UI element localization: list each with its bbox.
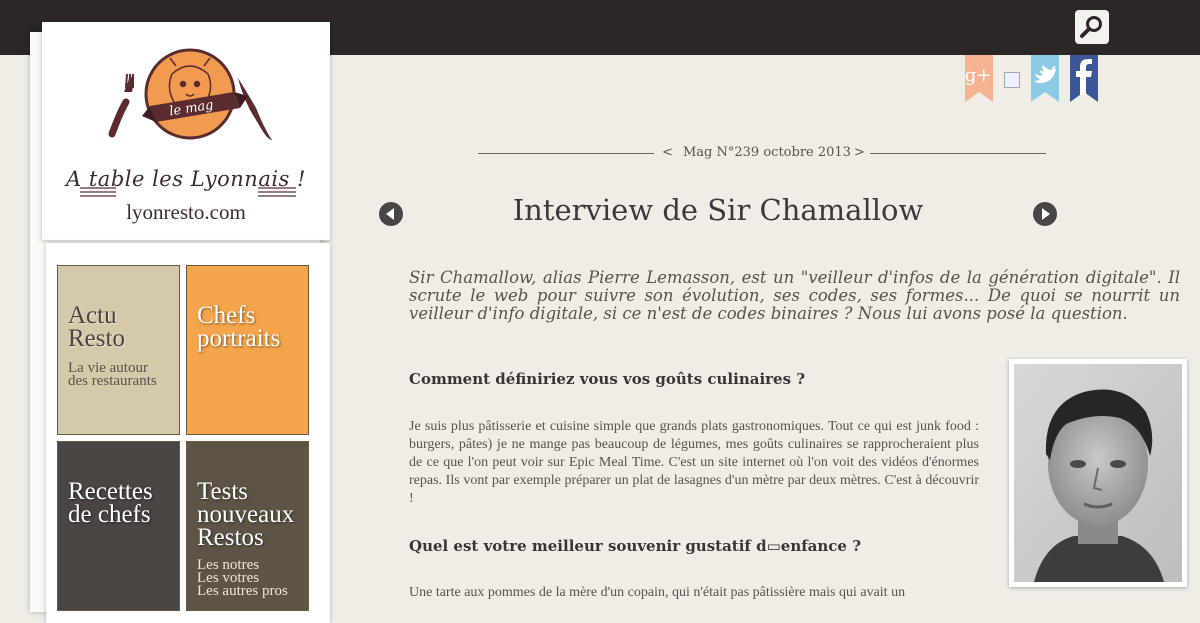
- tile-title: Recettes de chefs: [68, 478, 153, 528]
- mag-nav: [650, 145, 874, 163]
- logo-site-name: lyonresto.com: [126, 200, 246, 224]
- interviewee-photo: [1009, 359, 1187, 587]
- mag-issue-label: Mag N°239 octobre 2013: [683, 145, 851, 160]
- badge-text: le mag: [168, 97, 215, 120]
- question-1: Comment définiriez vous vos goûts culinaires ?: [409, 370, 806, 388]
- tile-tests-nouveaux-restos[interactable]: [186, 441, 309, 611]
- arrow-left-icon: [379, 202, 403, 226]
- prev-article-button[interactable]: [379, 202, 403, 226]
- tile-recettes-de-chefs[interactable]: [57, 441, 180, 611]
- article-intro: Sir Chamallow, alias Pierre Lemasson, est un "veilleur d'infos de la génération digitale". Il scrute le web pour suivre son évolution, ses codes, ses formes... De quoi se nourrit un veilleur d'info digitale, si ce n'est de codes binaires ? Nous lui avons posé la question.: [409, 268, 1180, 323]
- broken-image-icon[interactable]: [1004, 72, 1020, 88]
- mag-prev-link[interactable]: <: [662, 145, 673, 160]
- tile-actu-resto[interactable]: [57, 265, 180, 435]
- tile-title: Chefs portraits: [197, 302, 281, 352]
- portrait-photo: [1014, 364, 1182, 582]
- twitter-button[interactable]: [1031, 55, 1059, 102]
- mag-rule-left: [478, 153, 654, 154]
- question-2: Quel est votre meilleur souvenir gustatif d▭enfance ?: [409, 537, 861, 555]
- arrow-right-icon: [1033, 202, 1057, 226]
- answer-1: Je suis plus pâtisserie et cuisine simple que grands plats gastronomiques. Tout ce qui est junk food : burgers, pâtes) je ne mange pas beaucoup de légumes, mes goûts culinaires se rapprocheraient plus de ce que l'on peut voir sur Epic Meal Time. C'est un site internet où l'on voit des vidéos d'énormes repas. Ils vont par exemple préparer un plat de lasagnes d'un mètre par deux mètres. C'est à découvrir !: [409, 419, 979, 506]
- knife-icon: [238, 78, 272, 140]
- logo-card[interactable]: [42, 22, 330, 240]
- logo-tagline: A table les Lyonnais !: [66, 167, 306, 191]
- answer-2: Une tarte aux pommes de la mère d'un copain, qui n'était pas pâtissière mais qui avait un: [409, 585, 906, 600]
- fork-icon: [112, 74, 134, 134]
- article-title: Interview de Sir Chamallow: [512, 193, 924, 227]
- mag-rule-right: [870, 153, 1046, 154]
- logo-graphic: [42, 22, 330, 167]
- search-button[interactable]: [1075, 10, 1109, 44]
- tile-subtitle: Les notres Les votres Les autres pros: [197, 557, 288, 599]
- next-article-button[interactable]: [1033, 202, 1057, 226]
- twitter-icon: [1031, 55, 1059, 102]
- google-plus-icon: [965, 55, 993, 102]
- nav-card: [46, 243, 330, 623]
- tile-chefs-portraits[interactable]: [186, 265, 309, 435]
- tile-subtitle: La vie autour des restaurants: [68, 360, 157, 389]
- tile-title: Actu Resto: [68, 302, 125, 352]
- google-plus-button[interactable]: [965, 55, 993, 102]
- facebook-button[interactable]: [1070, 55, 1098, 102]
- tile-title: Tests nouveaux Restos: [197, 478, 295, 551]
- lion-badge: [146, 50, 234, 138]
- mag-next-link[interactable]: >: [854, 145, 865, 160]
- facebook-icon: [1070, 55, 1098, 102]
- svg-text:g+: g+: [965, 65, 992, 86]
